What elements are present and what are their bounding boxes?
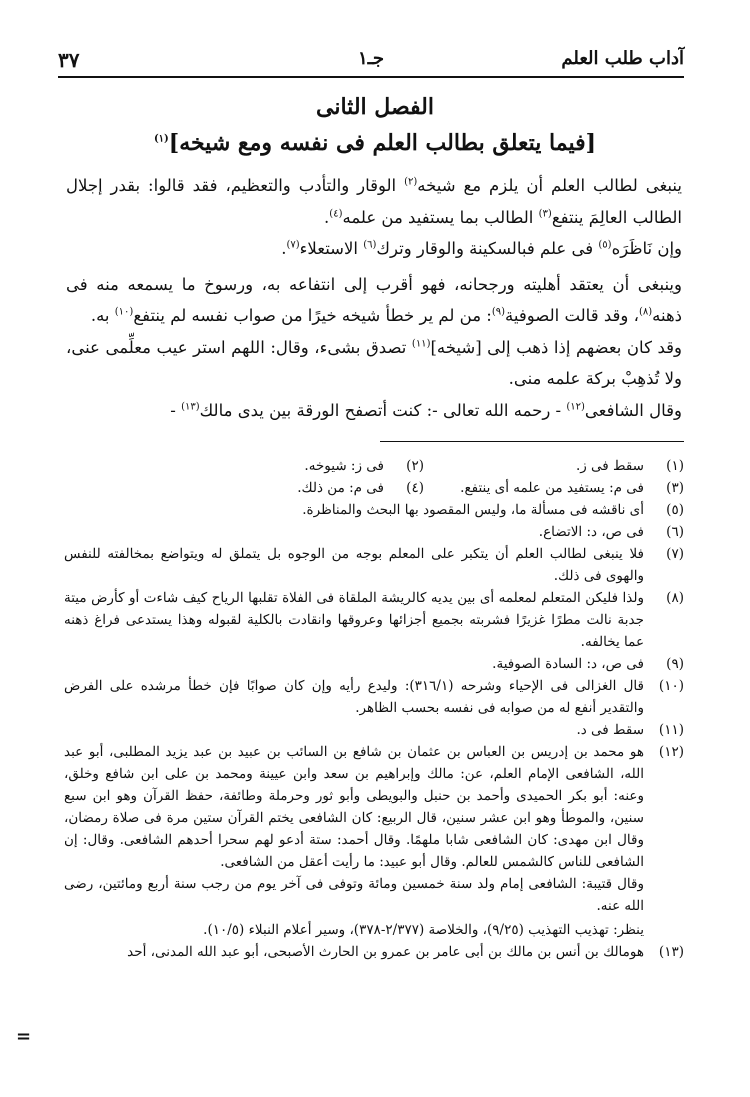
footnote-item xyxy=(64,521,684,543)
footnote-number: (٢) xyxy=(406,458,424,474)
footnote-text: فى م: من ذلك. xyxy=(297,480,384,496)
text-run: : من لم ير خطأ شيخه خيرًا من صواب نفسه لم ينتفع xyxy=(133,306,492,325)
page-number: ٣٧ xyxy=(58,48,80,72)
footnote-number: (٣) xyxy=(666,480,684,496)
footnotes xyxy=(64,455,684,963)
running-header xyxy=(58,48,684,74)
footnote-text: فى م: يستفيد من علمه أى ينتفع. xyxy=(460,480,644,496)
footnote-text: سقط فى د. xyxy=(576,722,644,738)
section-subtitle xyxy=(0,130,750,156)
footnote-text: فى ص، د: الاتضاع. xyxy=(538,524,644,540)
footnote-ref: (٨) xyxy=(638,306,653,318)
footnote-number: (٩) xyxy=(666,656,684,672)
text-run: . xyxy=(324,207,330,227)
text-run: - رحمه الله تعالى -: كنت أتصفح الورقة بين يدى مالك xyxy=(199,400,567,420)
footnote-ref: (١٢) xyxy=(566,401,585,412)
text-run: الطالب بما يستفيد من علمه xyxy=(342,207,539,227)
footnote-ref: (٢) xyxy=(404,176,418,188)
text-run: به. xyxy=(90,306,115,325)
chapter-title: الفصل الثانى xyxy=(316,94,434,120)
footnote-ref: (٣) xyxy=(538,208,552,219)
footnote-number: (٨) xyxy=(666,590,684,606)
footnote-ref: (٥) xyxy=(598,239,612,251)
footnote-citation: ينظر: تهذيب التهذيب (٩/٢٥)، والخلاصة (٢/٣٧٧-٣٧٨)، وسير أعلام النبلاء (١٠/٥). xyxy=(203,922,644,938)
footnote-item xyxy=(164,455,424,477)
text-run: وقد كان بعضهم إذا ذهب إلى [شيخه] xyxy=(430,337,682,357)
text-run: - xyxy=(170,400,182,420)
footnote-text: هومالك بن أنس بن مالك بن أبى عامر بن عمرو بن الحارث الأصبحى، أبو عبد الله المدنى، أحد xyxy=(127,944,644,960)
footnote-number: (٧) xyxy=(666,546,684,562)
footnote-number: (١) xyxy=(666,458,684,474)
paragraph xyxy=(66,269,682,332)
footnote-item xyxy=(64,653,684,675)
footnote-item xyxy=(64,499,684,521)
footnote-ref: (١٠) xyxy=(114,306,134,318)
continuation-mark: = xyxy=(16,1026,32,1047)
text-run: وينبغى أن يعتقد أهليته ورجحانه، فهو أقرب إلى انتفاعه به، ورسوخ ما يسمعه منه فى ذهنه xyxy=(66,274,682,325)
text-run: تصدق بشىء، وقال: اللهم استر عيب معلِّمى عنى، ولا تُذهِبْ بركة علمه منى. xyxy=(66,337,682,388)
footnote-ref: (١) xyxy=(153,133,169,145)
footnote-ref: (٩) xyxy=(491,306,506,318)
footnote-item xyxy=(424,455,684,477)
text-run: الاستعلاء xyxy=(299,239,364,258)
text-run: وإن نَاظَرَه xyxy=(611,239,682,258)
footnote-pair xyxy=(64,477,684,499)
footnote-text: سقط فى ز. xyxy=(575,458,644,474)
footnote-item xyxy=(64,543,684,587)
footnote-text: فلا ينبغى لطالب العلم أن يتكبر على المعلم بوجه من الوجوه بل يتملق له ويتواضع بمخالفته للنفس والهوى فى ذلك. xyxy=(64,546,644,584)
paragraph xyxy=(66,233,682,265)
footnote-ref: (٧) xyxy=(286,239,300,251)
footnote-ref: (٤) xyxy=(329,208,343,219)
paragraph xyxy=(66,170,682,233)
footnote-text: وقال قتيبة: الشافعى إمام ولد سنة خمسين ومائة وتوفى فى آخر يوم من رجب سنة أربع ومائتين، رضى الله عنه. xyxy=(64,876,644,914)
footnote-item xyxy=(164,477,424,499)
footnote-number: (١٢) xyxy=(658,744,684,760)
footnote-number: (٤) xyxy=(406,480,424,496)
footnote-text: ولذا فليكن المتعلم لمعلمه أى بين يديه كالريشة الملقاة فى الفلاة تقلبها الرياح كيف شاءت أو كأرض ميتة جدبة نالت مطرًا غزيرًا فشربته بجميع أجزائها وعروقها وانقادت بالكلية لقبوله وهذا يستدعى فراغ ذهنه عما يخالفه. xyxy=(64,590,644,650)
book-title: آداب طلب العلم xyxy=(561,48,684,69)
footnote-number: (١١) xyxy=(658,722,684,738)
footnote-pair xyxy=(64,455,684,477)
footnote-text: هو محمد بن إدريس بن العباس بن عثمان بن شافع بن السائب بن عبيد بن عبد يزيد المطلبى، أبو عبد الله، الشافعى الإمام العلم، عن: مالك وإبراهيم بن سعد وابن عيينة ومحمد بن على ابن شافع وخلق، وعنه: أبو بكر الحميدى وأحمد بن حنبل والبويطى وأبو ثور وحرملة وطائفة، حفظ القرآن وهو ابن سبع سنين، والموطأ وهو ابن عشر سنين، قال الربيع: كان الشافعى يختم القرآن ستين مرة فى صلاة رمضان، وقال ابن مهدى: كان الشافعى شابا ملهمًا. وقال أحمد: ستة أدعو لهم سحرا أحدهم الشافعى. وقال: إن الشافعى للناس كالشمس للعالم. وقال أبو عبيد: ما رأيت أعقل من الشافعى. xyxy=(64,744,644,870)
footnote-ref: (٦) xyxy=(363,239,377,251)
footnote-text: قال الغزالى فى الإحياء وشرحه (٣١٦/١): وليدع رأيه وإن كان صوابًا فإن خطأ مرشده على الفرض والتقدير أنفع له من صوابه فى نفسه بحسب الظاهر. xyxy=(64,678,644,716)
text-run: ، وقد قالت الصوفية xyxy=(505,306,639,325)
footnote-ref: (١٣) xyxy=(181,401,200,412)
footnote-item xyxy=(64,741,684,941)
subtitle-text: [فيما يتعلق بطالب العلم فى نفسه ومع شيخه] xyxy=(168,130,597,156)
footnote-item xyxy=(64,587,684,653)
text-run: فى علم فبالسكينة والوقار وترك xyxy=(376,239,599,258)
text-run: الوقار والتأدب والتعظيم، فقد قالوا: بقدر إجلال الطالب العالِمَ ينتفع xyxy=(66,176,682,227)
text-run: وقال الشافعى xyxy=(584,400,682,420)
footnote-number: (٥) xyxy=(666,502,684,518)
footnote-number: (٦) xyxy=(666,524,684,540)
text-run: . xyxy=(281,239,287,258)
paragraph xyxy=(66,332,682,395)
volume-label: جـ١ xyxy=(357,48,385,69)
header-rule xyxy=(58,76,684,78)
footnote-item xyxy=(64,719,684,741)
footnote-text: أى ناقشه فى مسألة ما، وليس المقصود بها البحث والمناظرة. xyxy=(302,502,644,518)
footnote-number: (١٣) xyxy=(658,944,684,960)
main-text xyxy=(66,170,682,426)
footnote-separator xyxy=(380,441,684,442)
footnote-number: (١٠) xyxy=(658,678,684,694)
footnote-item xyxy=(424,477,684,499)
text-run: ينبغى لطالب العلم أن يلزم مع شيخه xyxy=(417,176,682,195)
footnote-item xyxy=(64,941,684,963)
paragraph xyxy=(66,395,682,427)
footnote-ref: (١١) xyxy=(411,338,431,349)
footnote-item xyxy=(64,675,684,719)
footnote-text: فى ص، د: السادة الصوفية. xyxy=(492,656,644,672)
footnote-text: فى ز: شيوخه. xyxy=(304,458,384,474)
